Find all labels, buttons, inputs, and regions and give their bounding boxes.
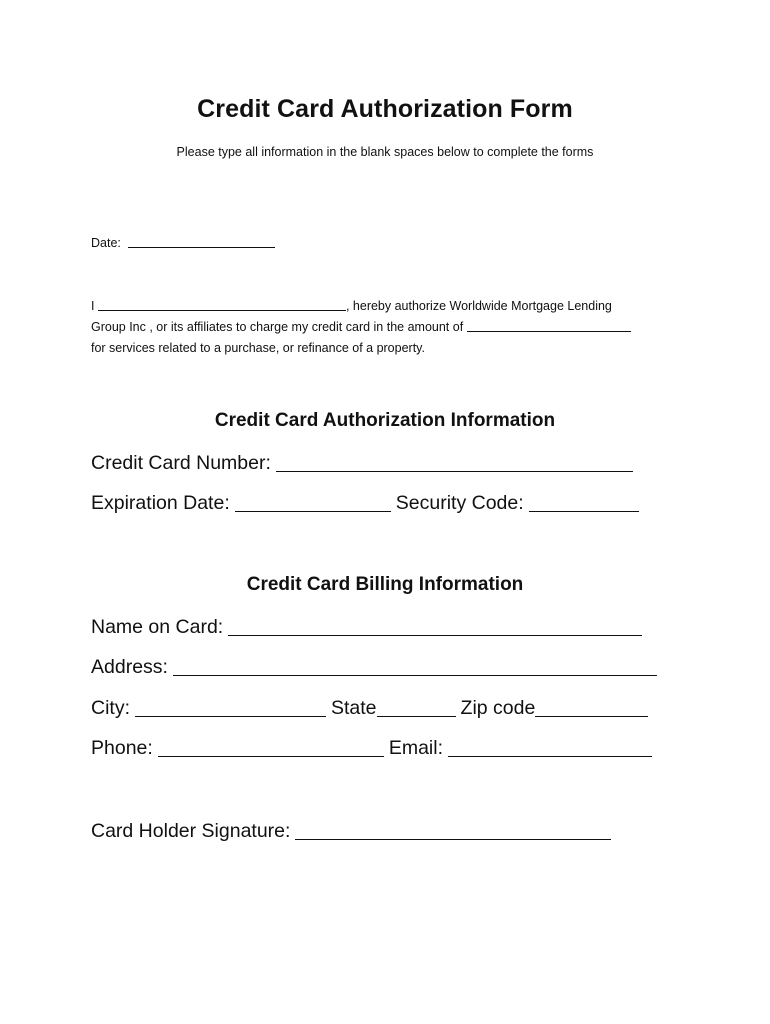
email-label: Email: [388,737,443,759]
authorization-line-2 [91,317,691,338]
card-number-row [91,452,633,475]
authorization-line-1 [91,296,691,317]
authorization-info-heading: Credit Card Authorization Information [214,410,556,431]
form-instructions: Please type all information in the blank spaces below to complete the forms [176,145,594,159]
signature-field[interactable] [295,821,611,840]
security-code-field[interactable] [529,493,639,512]
expiration-date-field[interactable] [235,493,391,512]
zip-code-label: Zip code [460,697,536,719]
email-field[interactable] [448,738,652,757]
billing-info-heading: Credit Card Billing Information [246,574,524,595]
form-title: Credit Card Authorization Form [197,95,573,123]
signature-label: Card Holder Signature: [91,820,291,842]
address-row [91,656,657,679]
authorization-paragraph [91,296,691,359]
authorizer-name-field[interactable] [98,299,346,311]
authorization-line-3: for services related to a purchase, or refinance of a property. [91,341,425,355]
city-field[interactable] [135,698,326,717]
expiration-security-row [91,492,639,515]
date-field[interactable] [128,236,275,248]
card-number-label: Credit Card Number: [91,452,271,474]
address-label: Address: [91,656,168,678]
authorization-line2-text: Group Inc , or its affiliates to charge my credit card in the amount of [91,320,464,334]
city-label: City: [91,697,130,719]
amount-field[interactable] [467,320,631,332]
city-state-zip-row [91,697,648,720]
address-field[interactable] [173,657,657,676]
date-label: Date: [91,236,121,250]
name-on-card-field[interactable] [228,617,642,636]
phone-field[interactable] [158,738,384,757]
zip-code-field[interactable] [535,698,648,717]
state-field[interactable] [377,698,456,717]
state-label: State [331,697,377,719]
name-on-card-row [91,616,642,639]
expiration-date-label: Expiration Date: [91,492,230,514]
phone-label: Phone: [91,737,153,759]
phone-email-row [91,737,652,760]
card-number-field[interactable] [276,453,633,472]
signature-row [91,820,611,843]
authorization-line1-text: , hereby authorize Worldwide Mortgage Lending [345,299,612,313]
date-row [91,236,275,250]
authorization-prefix: I [91,299,95,313]
name-on-card-label: Name on Card: [91,616,224,638]
security-code-label: Security Code: [395,492,524,514]
